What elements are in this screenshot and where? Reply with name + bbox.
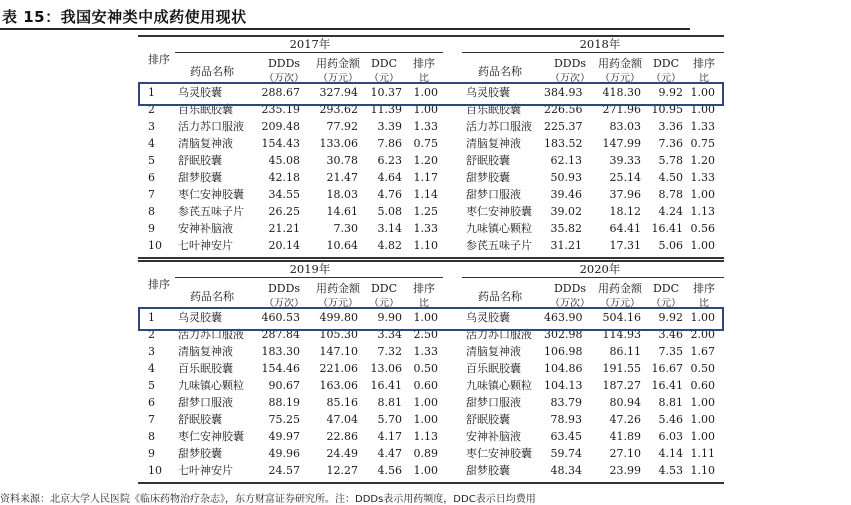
value-cell: 80.94 — [609, 396, 641, 409]
value-cell: 235.19 — [261, 103, 300, 116]
value-cell: 22.86 — [326, 430, 358, 443]
column-unit: 比 — [699, 298, 709, 307]
value-cell: 1.25 — [413, 205, 438, 218]
value-cell: 50.93 — [550, 171, 582, 184]
title-bar — [0, 0, 851, 30]
value-cell: 49.96 — [268, 447, 300, 460]
value-cell: 16.41 — [370, 379, 402, 392]
value-cell: 1.00 — [413, 86, 438, 99]
column-header-ddc: DDC — [652, 57, 680, 70]
column-header-order: 排序 — [693, 282, 715, 295]
column-header-ddc: DDC — [370, 57, 398, 70]
value-cell: 104.13 — [544, 379, 583, 392]
value-cell: 13.06 — [370, 362, 402, 375]
drug-name: 甜梦胶囊 — [178, 171, 222, 184]
value-cell: 1.33 — [690, 120, 715, 133]
rank-cell: 3 — [148, 120, 155, 133]
source-note: 资料来源：北京大学人民医院《临床药物治疗杂志》，东方财富证券研究所。注：DDDs表示用药频度，DDC表示日均费用 — [0, 494, 536, 505]
drug-name: 乌灵胶囊 — [466, 311, 510, 324]
rank-cell: 8 — [148, 430, 155, 443]
column-header-order: 排序 — [413, 282, 435, 295]
value-cell: 7.30 — [333, 222, 358, 235]
value-cell: 106.98 — [544, 345, 583, 358]
drug-name: 百乐眠胶囊 — [178, 362, 233, 375]
value-cell: 5.46 — [658, 413, 683, 426]
value-cell: 147.99 — [602, 137, 641, 150]
drug-name: 活力苏口服液 — [178, 328, 244, 341]
column-header-drug: 药品名称 — [478, 65, 522, 78]
header-bottom-rule — [138, 308, 724, 309]
value-cell: 63.45 — [550, 430, 582, 443]
value-cell: 4.47 — [377, 447, 402, 460]
value-cell: 1.13 — [690, 205, 715, 218]
column-unit: （元） — [651, 73, 681, 82]
value-cell: 35.82 — [550, 222, 582, 235]
value-cell: 8.81 — [658, 396, 683, 409]
value-cell: 1.00 — [690, 103, 715, 116]
value-cell: 0.75 — [413, 137, 438, 150]
drug-name: 乌灵胶囊 — [178, 86, 222, 99]
drug-name: 活力苏口服液 — [178, 120, 244, 133]
drug-name: 清脑复神液 — [466, 345, 521, 358]
value-cell: 3.46 — [658, 328, 683, 341]
drug-name: 活力苏口服液 — [466, 328, 532, 341]
value-cell: 26.25 — [268, 205, 300, 218]
value-cell: 11.39 — [370, 103, 402, 116]
drug-name: 舒眠胶囊 — [466, 154, 510, 167]
drug-name: 清脑复神液 — [178, 345, 233, 358]
value-cell: 226.56 — [544, 103, 583, 116]
drug-name: 百乐眠胶囊 — [178, 103, 233, 116]
value-cell: 16.67 — [651, 362, 683, 375]
drug-name: 九味镇心颗粒 — [466, 222, 532, 235]
drug-name: 百乐眠胶囊 — [466, 362, 521, 375]
column-unit: （元） — [369, 73, 399, 82]
drug-name: 百乐眠胶囊 — [466, 103, 521, 116]
value-cell: 5.06 — [658, 239, 683, 252]
value-cell: 1.67 — [690, 345, 715, 358]
value-cell: 418.30 — [602, 86, 641, 99]
drug-name: 九味镇心颗粒 — [466, 379, 532, 392]
value-cell: 293.62 — [319, 103, 358, 116]
value-cell: 7.35 — [658, 345, 683, 358]
value-cell: 77.92 — [326, 120, 358, 133]
value-cell: 2.00 — [690, 328, 715, 341]
value-cell: 45.08 — [268, 154, 300, 167]
rank-cell: 5 — [148, 379, 155, 392]
value-cell: 191.55 — [602, 362, 641, 375]
value-cell: 34.55 — [268, 188, 300, 201]
column-unit: （万次） — [550, 298, 590, 307]
drug-name: 甜梦胶囊 — [466, 464, 510, 477]
title-divider — [0, 28, 690, 30]
year-underline — [462, 277, 724, 278]
value-cell: 88.19 — [268, 396, 300, 409]
value-cell: 3.34 — [377, 328, 402, 341]
value-cell: 6.03 — [658, 430, 683, 443]
rank-cell: 10 — [148, 464, 162, 477]
rank-cell: 1 — [148, 311, 155, 324]
value-cell: 0.50 — [413, 362, 438, 375]
value-cell: 1.00 — [413, 464, 438, 477]
column-header-ddds: DDDs — [267, 282, 301, 295]
rank-cell: 9 — [148, 222, 155, 235]
column-unit: （万元） — [600, 73, 640, 82]
drug-name: 甜梦口服液 — [466, 188, 521, 201]
value-cell: 1.00 — [690, 413, 715, 426]
year-label: 2018年 — [579, 37, 621, 51]
value-cell: 1.20 — [690, 154, 715, 167]
value-cell: 1.00 — [690, 430, 715, 443]
drug-name: 枣仁安神胶囊 — [466, 447, 532, 460]
value-cell: 18.12 — [609, 205, 641, 218]
value-cell: 147.10 — [319, 345, 358, 358]
drug-name: 甜梦胶囊 — [466, 171, 510, 184]
value-cell: 1.17 — [413, 171, 438, 184]
value-cell: 187.27 — [602, 379, 641, 392]
rank-cell: 5 — [148, 154, 155, 167]
drug-name: 甜梦口服液 — [466, 396, 521, 409]
value-cell: 12.27 — [326, 464, 358, 477]
value-cell: 39.46 — [550, 188, 582, 201]
value-cell: 78.93 — [550, 413, 582, 426]
value-cell: 47.04 — [326, 413, 358, 426]
value-cell: 1.33 — [413, 120, 438, 133]
value-cell: 10.64 — [326, 239, 358, 252]
column-unit: （万次） — [264, 73, 304, 82]
value-cell: 16.41 — [651, 379, 683, 392]
value-cell: 18.03 — [326, 188, 358, 201]
rank-header: 排序 — [148, 278, 170, 291]
value-cell: 48.34 — [550, 464, 582, 477]
value-cell: 1.00 — [413, 103, 438, 116]
value-cell: 163.06 — [319, 379, 358, 392]
column-header-drug: 药品名称 — [478, 290, 522, 303]
value-cell: 133.06 — [319, 137, 358, 150]
value-cell: 1.00 — [690, 239, 715, 252]
value-cell: 183.52 — [544, 137, 583, 150]
value-cell: 90.67 — [268, 379, 300, 392]
rank-cell: 4 — [148, 362, 155, 375]
value-cell: 1.10 — [690, 464, 715, 477]
value-cell: 0.56 — [690, 222, 715, 235]
table-title: 表 15：我国安神类中成药使用现状 — [2, 8, 247, 26]
drug-name: 七叶神安片 — [178, 239, 233, 252]
value-cell: 463.90 — [544, 311, 583, 324]
value-cell: 287.84 — [261, 328, 300, 341]
year-underline — [175, 52, 443, 53]
year-label: 2020年 — [579, 262, 621, 276]
value-cell: 4.82 — [377, 239, 402, 252]
drug-name: 甜梦胶囊 — [178, 447, 222, 460]
value-cell: 47.26 — [609, 413, 641, 426]
column-header-amount: 用药金额 — [316, 282, 360, 295]
value-cell: 8.81 — [377, 396, 402, 409]
value-cell: 384.93 — [544, 86, 583, 99]
drug-name: 七叶神安片 — [178, 464, 233, 477]
value-cell: 4.56 — [377, 464, 402, 477]
value-cell: 154.43 — [261, 137, 300, 150]
value-cell: 2.50 — [413, 328, 438, 341]
column-unit: （万元） — [600, 298, 640, 307]
drug-name: 枣仁安神胶囊 — [178, 430, 244, 443]
value-cell: 183.30 — [261, 345, 300, 358]
value-cell: 14.61 — [326, 205, 358, 218]
value-cell: 1.00 — [413, 311, 438, 324]
value-cell: 1.00 — [413, 413, 438, 426]
value-cell: 1.00 — [690, 396, 715, 409]
rank-cell: 9 — [148, 447, 155, 460]
drug-name: 安神补脑液 — [178, 222, 233, 235]
value-cell: 221.06 — [319, 362, 358, 375]
value-cell: 30.78 — [326, 154, 358, 167]
value-cell: 5.70 — [377, 413, 402, 426]
drug-name: 舒眠胶囊 — [466, 413, 510, 426]
value-cell: 1.20 — [413, 154, 438, 167]
drug-name: 舒眠胶囊 — [178, 154, 222, 167]
year-label: 2019年 — [289, 262, 331, 276]
drug-name: 安神补脑液 — [466, 430, 521, 443]
value-cell: 9.90 — [377, 311, 402, 324]
value-cell: 7.36 — [658, 137, 683, 150]
value-cell: 104.86 — [544, 362, 583, 375]
drug-name: 清脑复神液 — [178, 137, 233, 150]
rank-cell: 2 — [148, 103, 155, 116]
drug-name: 舒眠胶囊 — [178, 413, 222, 426]
drug-name: 清脑复神液 — [466, 137, 521, 150]
drug-name: 参芪五味子片 — [178, 205, 244, 218]
value-cell: 3.36 — [658, 120, 683, 133]
column-unit: （元） — [369, 298, 399, 307]
value-cell: 7.32 — [377, 345, 402, 358]
value-cell: 23.99 — [609, 464, 641, 477]
value-cell: 16.41 — [651, 222, 683, 235]
value-cell: 1.33 — [413, 345, 438, 358]
rank-cell: 6 — [148, 171, 155, 184]
column-unit: （万元） — [318, 298, 358, 307]
column-header-drug: 药品名称 — [190, 290, 234, 303]
column-header-order: 排序 — [413, 57, 435, 70]
drug-name: 参芪五味子片 — [466, 239, 532, 252]
column-unit: （万元） — [318, 73, 358, 82]
rank-cell: 3 — [148, 345, 155, 358]
value-cell: 5.78 — [658, 154, 683, 167]
column-unit: （元） — [651, 298, 681, 307]
column-header-ddc: DDC — [652, 282, 680, 295]
value-cell: 1.14 — [413, 188, 438, 201]
column-unit: 比 — [419, 73, 429, 82]
value-cell: 327.94 — [319, 86, 358, 99]
value-cell: 83.79 — [550, 396, 582, 409]
value-cell: 20.14 — [268, 239, 300, 252]
value-cell: 31.21 — [550, 239, 582, 252]
value-cell: 21.21 — [268, 222, 300, 235]
year-underline — [175, 277, 443, 278]
value-cell: 271.96 — [602, 103, 641, 116]
value-cell: 499.80 — [319, 311, 358, 324]
value-cell: 1.33 — [413, 222, 438, 235]
year-underline — [462, 52, 724, 53]
column-header-ddc: DDC — [370, 282, 398, 295]
value-cell: 1.00 — [690, 188, 715, 201]
value-cell: 17.31 — [609, 239, 641, 252]
value-cell: 460.53 — [261, 311, 300, 324]
rank-cell: 7 — [148, 413, 155, 426]
rank-cell: 2 — [148, 328, 155, 341]
drug-name: 甜梦口服液 — [178, 396, 233, 409]
value-cell: 85.16 — [326, 396, 358, 409]
drug-name: 活力苏口服液 — [466, 120, 532, 133]
column-unit: 比 — [699, 73, 709, 82]
rank-cell: 4 — [148, 137, 155, 150]
value-cell: 39.02 — [550, 205, 582, 218]
value-cell: 4.64 — [377, 171, 402, 184]
value-cell: 225.37 — [544, 120, 583, 133]
value-cell: 0.60 — [690, 379, 715, 392]
header-bottom-rule — [138, 83, 724, 84]
value-cell: 105.30 — [319, 328, 358, 341]
value-cell: 64.41 — [609, 222, 641, 235]
value-cell: 10.37 — [370, 86, 402, 99]
value-cell: 86.11 — [609, 345, 641, 358]
value-cell: 3.39 — [377, 120, 402, 133]
value-cell: 59.74 — [550, 447, 582, 460]
column-unit: 比 — [419, 298, 429, 307]
drug-name: 枣仁安神胶囊 — [178, 188, 244, 201]
value-cell: 4.53 — [658, 464, 683, 477]
value-cell: 10.95 — [651, 103, 683, 116]
column-unit: （万次） — [550, 73, 590, 82]
value-cell: 4.24 — [658, 205, 683, 218]
column-unit: （万次） — [264, 298, 304, 307]
value-cell: 0.50 — [690, 362, 715, 375]
value-cell: 8.78 — [658, 188, 683, 201]
value-cell: 9.92 — [658, 86, 683, 99]
value-cell: 504.16 — [602, 311, 641, 324]
value-cell: 6.23 — [377, 154, 402, 167]
value-cell: 4.50 — [658, 171, 683, 184]
value-cell: 4.14 — [658, 447, 683, 460]
value-cell: 25.14 — [609, 171, 641, 184]
value-cell: 7.86 — [377, 137, 402, 150]
rank-cell: 10 — [148, 239, 162, 252]
rank-cell: 6 — [148, 396, 155, 409]
drug-name: 乌灵胶囊 — [178, 311, 222, 324]
rank-cell: 1 — [148, 86, 155, 99]
drug-name: 枣仁安神胶囊 — [466, 205, 532, 218]
value-cell: 62.13 — [550, 154, 582, 167]
value-cell: 39.33 — [609, 154, 641, 167]
value-cell: 5.08 — [377, 205, 402, 218]
value-cell: 0.89 — [413, 447, 438, 460]
value-cell: 83.03 — [609, 120, 641, 133]
value-cell: 4.17 — [377, 430, 402, 443]
value-cell: 9.92 — [658, 311, 683, 324]
value-cell: 37.96 — [609, 188, 641, 201]
value-cell: 24.57 — [268, 464, 300, 477]
value-cell: 75.25 — [268, 413, 300, 426]
value-cell: 49.97 — [268, 430, 300, 443]
value-cell: 0.75 — [690, 137, 715, 150]
value-cell: 1.00 — [413, 396, 438, 409]
table-bottom-rule — [138, 257, 724, 259]
value-cell: 24.49 — [326, 447, 358, 460]
drug-name: 九味镇心颗粒 — [178, 379, 244, 392]
value-cell: 27.10 — [609, 447, 641, 460]
value-cell: 154.46 — [261, 362, 300, 375]
value-cell: 1.10 — [413, 239, 438, 252]
column-header-ddds: DDDs — [267, 57, 301, 70]
value-cell: 1.00 — [690, 311, 715, 324]
year-label: 2017年 — [289, 37, 331, 51]
value-cell: 4.76 — [377, 188, 402, 201]
value-cell: 209.48 — [261, 120, 300, 133]
value-cell: 114.93 — [602, 328, 641, 341]
column-header-ddds: DDDs — [553, 282, 587, 295]
value-cell: 3.14 — [377, 222, 402, 235]
value-cell: 1.13 — [413, 430, 438, 443]
table-bottom-rule — [138, 482, 724, 484]
value-cell: 288.67 — [261, 86, 300, 99]
rank-header: 排序 — [148, 53, 170, 66]
value-cell: 41.89 — [609, 430, 641, 443]
value-cell: 1.11 — [690, 447, 715, 460]
value-cell: 21.47 — [326, 171, 358, 184]
column-header-order: 排序 — [693, 57, 715, 70]
value-cell: 1.33 — [690, 171, 715, 184]
column-header-ddds: DDDs — [553, 57, 587, 70]
column-header-amount: 用药金额 — [598, 282, 642, 295]
value-cell: 42.18 — [268, 171, 300, 184]
value-cell: 1.00 — [690, 86, 715, 99]
rank-cell: 7 — [148, 188, 155, 201]
value-cell: 0.60 — [413, 379, 438, 392]
drug-name: 乌灵胶囊 — [466, 86, 510, 99]
column-header-amount: 用药金额 — [598, 57, 642, 70]
rank-cell: 8 — [148, 205, 155, 218]
column-header-drug: 药品名称 — [190, 65, 234, 78]
column-header-amount: 用药金额 — [316, 57, 360, 70]
value-cell: 302.98 — [544, 328, 583, 341]
